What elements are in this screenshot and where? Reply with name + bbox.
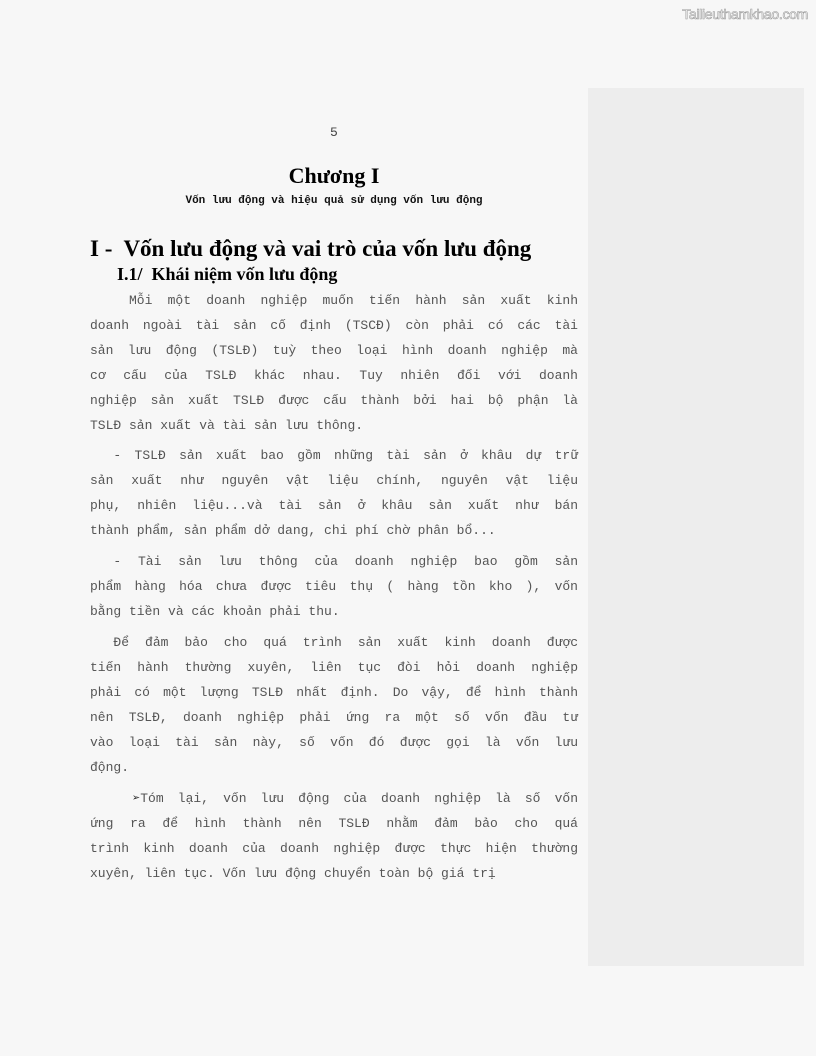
paragraph (90, 549, 578, 624)
paragraph (90, 443, 578, 543)
line-text: - TSLĐ sản xuất bao gồm những tài sản ở khâu dự trữ (113, 448, 578, 463)
line-text: ứng ra để hình thành nên TSLĐ nhằm đảm bảo cho quá (90, 816, 578, 831)
line-text: tiến hành thường xuyên, liên tục đòi hỏi doanh nghiệp (90, 660, 578, 675)
line-text: TSLĐ sản xuất và tài sản lưu thông. (90, 418, 364, 433)
line-text: trình kinh doanh của doanh nghiệp được thực hiện thường (90, 841, 578, 856)
subsection-heading: I.1/ Khái niệm vốn lưu động (117, 264, 338, 284)
text-line (90, 413, 578, 438)
text-line (90, 705, 578, 730)
watermark: Tailieuthamkhao.com (682, 6, 808, 22)
side-panel (588, 88, 804, 966)
text-line (90, 836, 578, 861)
text-line (90, 630, 578, 655)
chapter-subtitle: Vốn lưu động và hiệu quả sử dụng vốn lưu động (185, 195, 483, 207)
line-text: phẩm hàng hóa chưa được tiêu thụ ( hàng tồn kho ), vốn (90, 579, 578, 594)
line-text: Để đảm bảo cho quá trình sản xuất kinh doanh được (113, 635, 578, 650)
text-line (90, 786, 578, 811)
text-line (90, 443, 578, 468)
text-line (90, 549, 578, 574)
page-number: 5 (330, 125, 338, 140)
text-line (90, 680, 578, 705)
line-text: bằng tiền và các khoản phải thu. (90, 604, 340, 619)
text-line (90, 518, 578, 543)
text-line (90, 811, 578, 836)
line-text: phụ, nhiên liệu...và tài sản ở khâu sản xuất như bán (90, 498, 578, 513)
line-text: - Tài sản lưu thông của doanh nghiệp bao gồm sản (113, 554, 578, 569)
line-text: nghiệp sản xuất TSLĐ được cấu thành bởi hai bộ phận là (90, 393, 578, 408)
line-text: động. (90, 760, 130, 775)
text-line (90, 730, 578, 755)
text-line (90, 363, 578, 388)
text-line (90, 493, 578, 518)
arrow-bullet-icon: ➢ (90, 791, 141, 806)
paragraph (90, 288, 578, 438)
section-heading: I - Vốn lưu động và vai trò của vốn lưu động (90, 236, 532, 261)
line-text: xuyên, liên tục. Vốn lưu động chuyển toàn bộ giá trị (90, 866, 496, 881)
text-line (90, 861, 578, 886)
paragraph (90, 630, 578, 780)
text-line (90, 574, 578, 599)
line-text: thành phẩm, sản phẩm dở dang, chi phí chờ phân bổ... (90, 523, 496, 538)
text-line (90, 338, 578, 363)
line-text: nên TSLĐ, doanh nghiệp phải ứng ra một số vốn đầu tư (90, 710, 578, 725)
text-line (90, 599, 578, 624)
text-line (90, 468, 578, 493)
line-text: doanh ngoài tài sản cố định (TSCĐ) còn phải có các tài (90, 318, 578, 333)
line-text: sản xuất như nguyên vật liệu chính, nguyên vật liệu (90, 473, 578, 488)
text-line (90, 288, 578, 313)
text-line (90, 313, 578, 338)
line-text: phải có một lượng TSLĐ nhất định. Do vậy, để hình thành (90, 685, 578, 700)
text-line (90, 655, 578, 680)
line-text: Tóm lại, vốn lưu động của doanh nghiệp là số vốn (140, 791, 579, 806)
paragraph (90, 786, 578, 886)
line-text: Mỗi một doanh nghiệp muốn tiến hành sản xuất kinh (129, 293, 578, 308)
chapter-title: Chương I (288, 163, 380, 188)
line-text: sản lưu động (TSLĐ) tuỳ theo loại hình doanh nghiệp mà (90, 343, 578, 358)
text-line (90, 755, 578, 780)
line-text: vào loại tài sản này, số vốn đó được gọi là vốn lưu (90, 735, 578, 750)
text-line (90, 388, 578, 413)
line-text: cơ cấu của TSLĐ khác nhau. Tuy nhiên đối với doanh (90, 368, 578, 383)
